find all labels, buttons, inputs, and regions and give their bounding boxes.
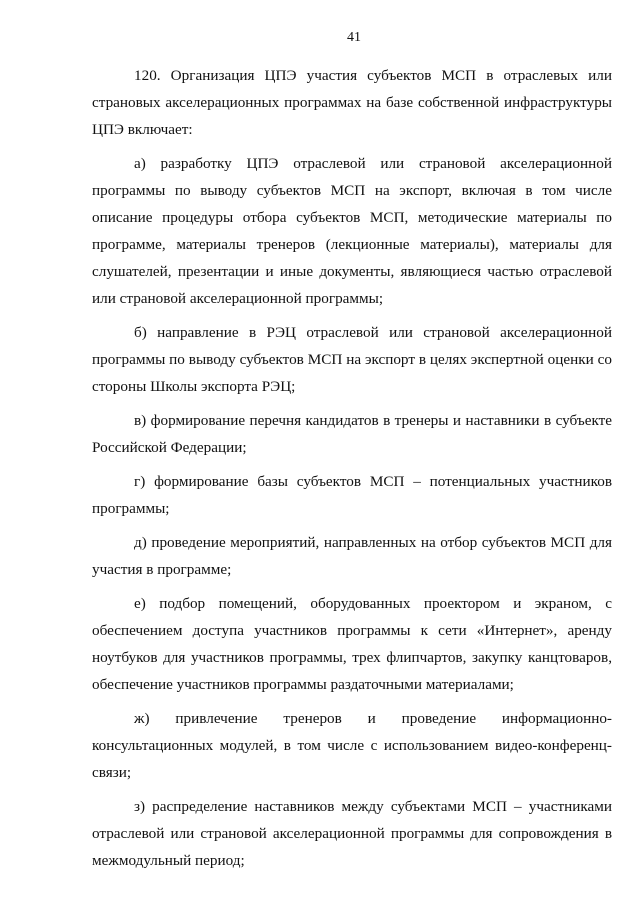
paragraph-item-d: д) проведение мероприятий, направленных на отбор субъектов МСП для участия в программе;: [92, 534, 612, 578]
paragraph-item-e: е) подбор помещений, оборудованных проектором и экраном, с обеспечением доступа участников программы к сети «Интернет», аренду ноутбуков для участников программы, трех флипчартов, закупку канцтоваров, обеспечение участников программы раздаточными материалами;: [92, 595, 612, 693]
page-number: 41: [347, 30, 361, 45]
paragraph-item-z: з) распределение наставников между субъектами МСП – участниками отраслевой или страновой акселерационной программы для сопровождения в межмодульный период;: [92, 798, 612, 869]
paragraph-item-zh: ж) привлечение тренеров и проведение информационно-консультационных модулей, в том числе с использованием видео-конференц-связи;: [92, 710, 612, 781]
paragraph-item-v: в) формирование перечня кандидатов в тренеры и наставники в субъекте Российской Федерации;: [92, 412, 612, 456]
paragraph-item-g: г) формирование базы субъектов МСП – потенциальных участников программы;: [92, 473, 612, 517]
paragraph-120-intro: 120. Организация ЦПЭ участия субъектов МСП в отраслевых или страновых акселерационных программах на базе собственной инфраструктуры ЦПЭ включает:: [92, 67, 612, 138]
paragraph-item-a: а) разработку ЦПЭ отраслевой или страновой акселерационной программы по выводу субъектов МСП на экспорт, включая в том числе описание процедуры отбора субъектов МСП, методические материалы по программе, материалы тренеров (лекционные материалы), материалы для слушателей, презентации и иные документы, являющиеся частью отраслевой или страновой акселерационной программы;: [92, 155, 612, 307]
paragraph-item-b: б) направление в РЭЦ отраслевой или страновой акселерационной программы по выводу субъектов МСП на экспорт в целях экспертной оценки со стороны Школы экспорта РЭЦ;: [92, 324, 612, 395]
